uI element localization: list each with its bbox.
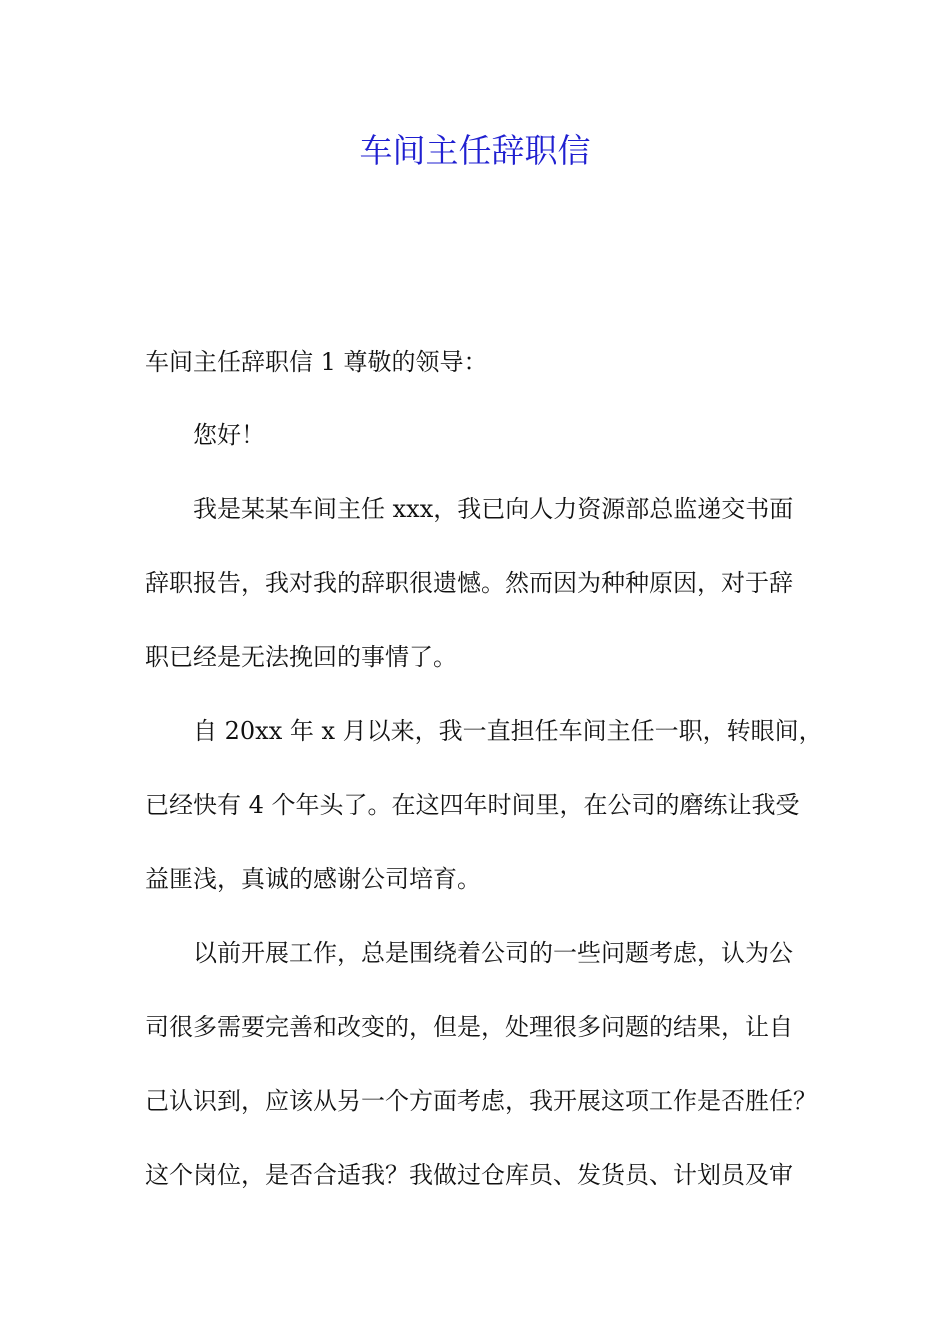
text-line: 这个岗位，是否合适我？我做过仓库员、发货员、计划员及审 (145, 1161, 793, 1189)
text-line: 辞职报告，我对我的辞职很遗憾。然而因为种种原因，对于辞 (145, 569, 793, 597)
text-line-salutation: 您好！ (193, 421, 265, 449)
text-line: 我是某某车间主任 xxx，我已向人力资源部总监递交书面 (193, 495, 794, 523)
text-line-greeting-heading: 车间主任辞职信 1 尊敬的领导： (145, 348, 488, 376)
text-line: 益匪浅，真诚的感谢公司培育。 (145, 865, 481, 893)
text-line: 以前开展工作，总是围绕着公司的一些问题考虑，认为公 (193, 939, 793, 967)
text-line: 已经快有 4 个年头了。在这四年时间里，在公司的磨练让我受 (145, 791, 800, 819)
text-line: 自 20xx 年 x 月以来，我一直担任车间主任一职，转眼间， (193, 717, 823, 745)
document-title: 车间主任辞职信 (359, 131, 591, 170)
text-line: 司很多需要完善和改变的，但是，处理很多问题的结果，让自 (145, 1013, 793, 1041)
text-line: 己认识到，应该从另一个方面考虑，我开展这项工作是否胜任？ (145, 1087, 817, 1115)
text-line: 职已经是无法挽回的事情了。 (145, 643, 457, 671)
